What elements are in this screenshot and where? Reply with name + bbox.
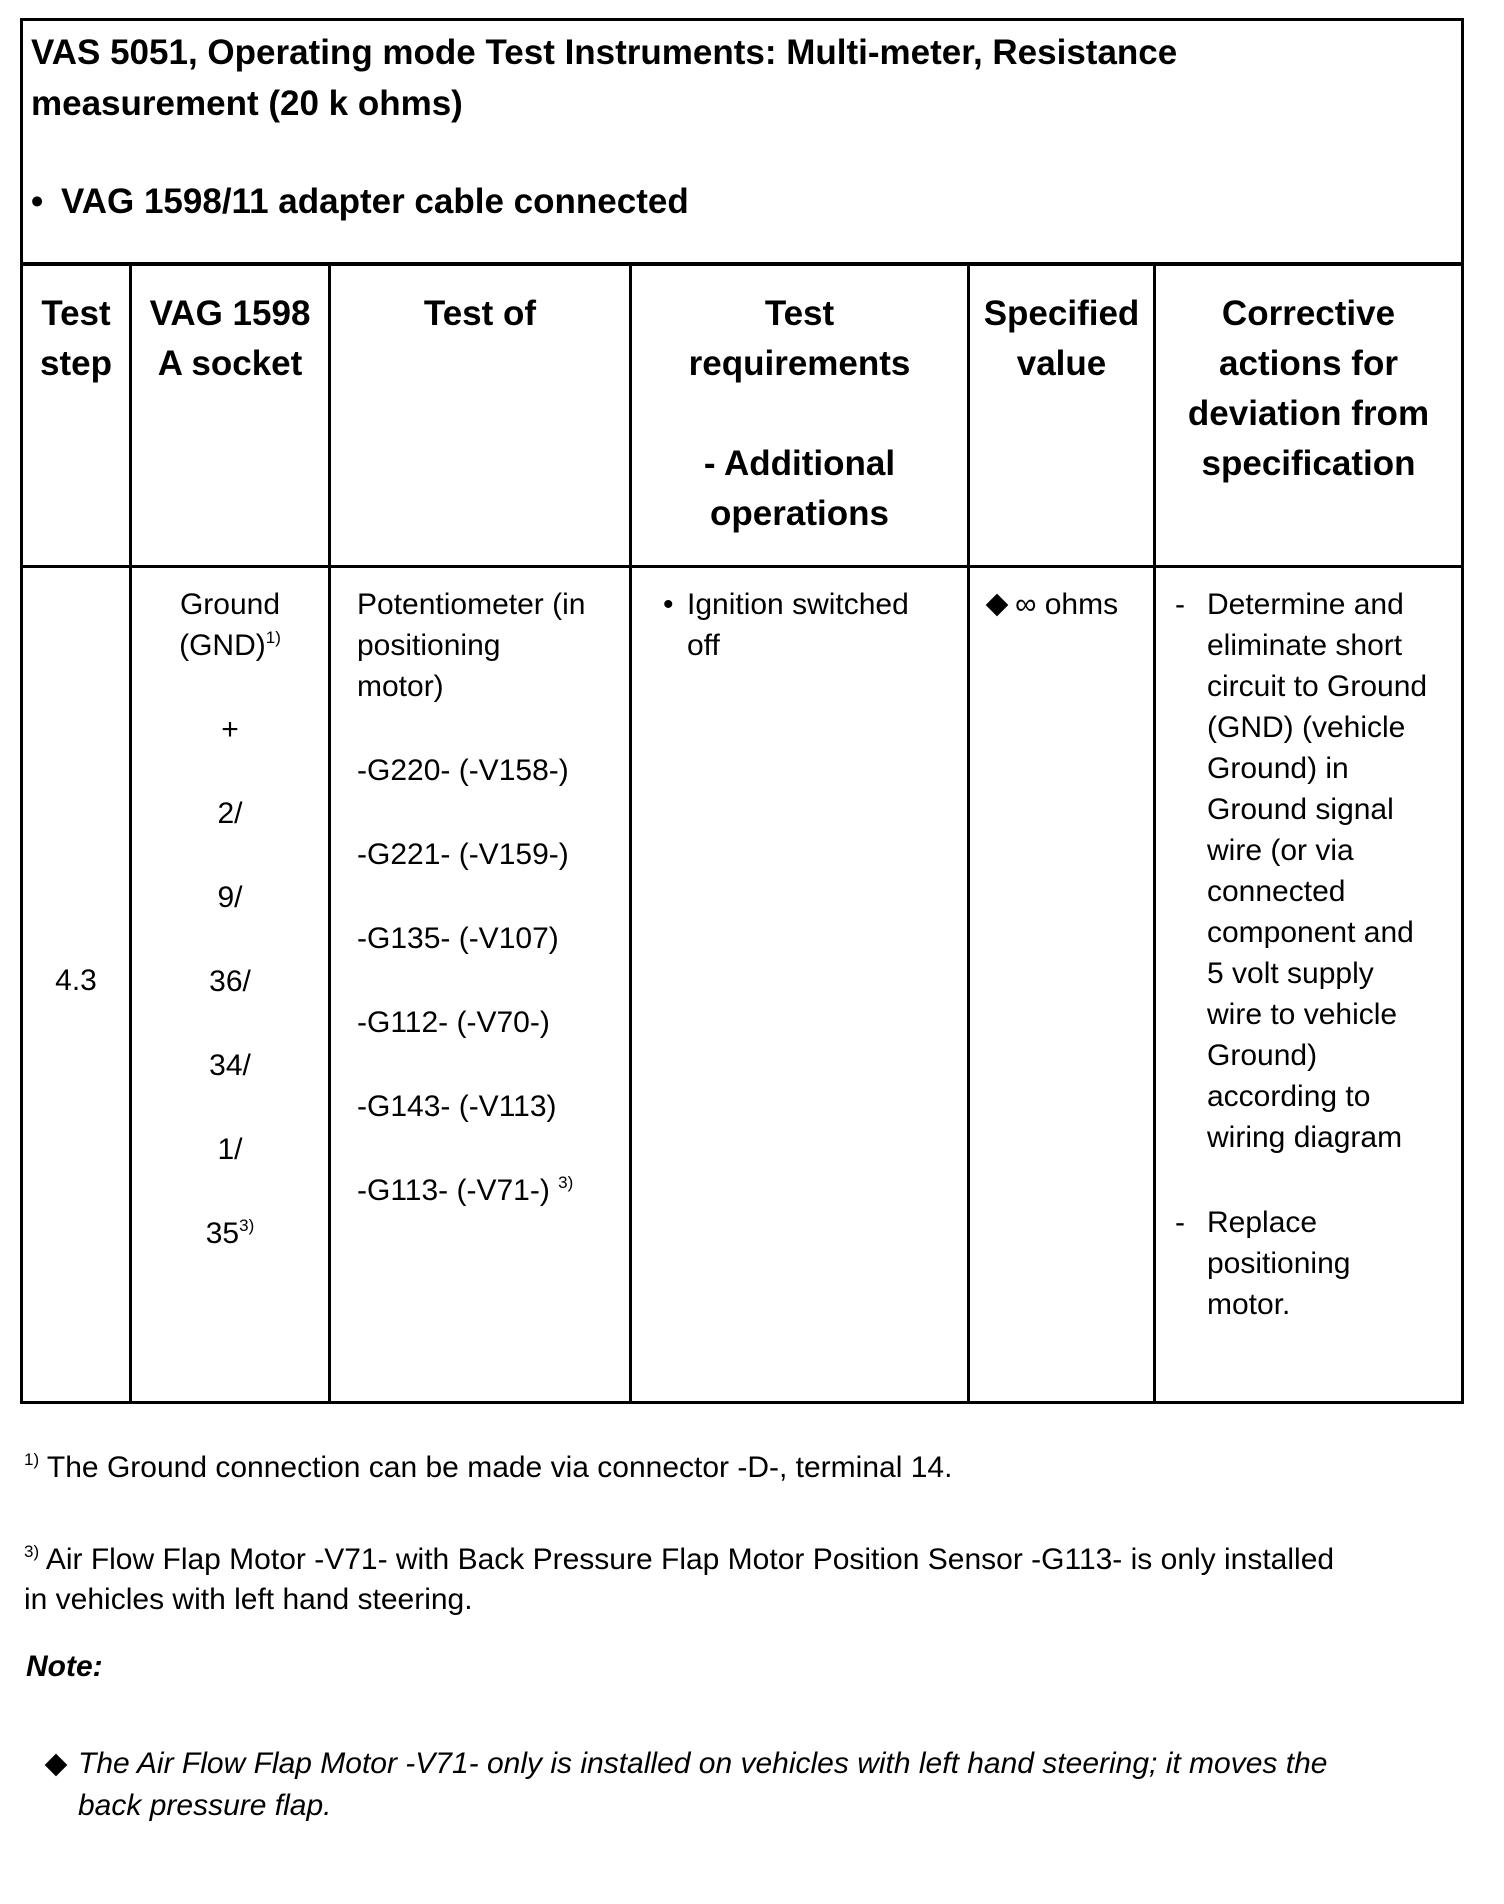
test-step-value: 4.3 bbox=[55, 964, 97, 997]
footnote-mark: 3) bbox=[24, 1542, 40, 1561]
corrective-line: connected bbox=[1207, 875, 1346, 908]
note-label: Note: bbox=[26, 1650, 103, 1683]
socket-pin: 36/ bbox=[209, 965, 251, 998]
corrective-line: according to bbox=[1207, 1080, 1371, 1113]
note-text: The Air Flow Flap Motor -V71- only is installed on vehicles with left hand steering; it moves the bbox=[78, 1747, 1328, 1780]
corrective-line: Ground) bbox=[1207, 1039, 1318, 1072]
socket-ground-text: (GND) bbox=[179, 629, 266, 662]
socket-pin-last bbox=[132, 1213, 328, 1254]
specified-value-cell bbox=[983, 584, 1151, 625]
corrective-line: (GND) (vehicle bbox=[1207, 711, 1406, 744]
footnote-ref: 3) bbox=[239, 1216, 255, 1235]
footnote-text: Air Flow Flap Motor -V71- with Back Pressure Flap Motor Position Sensor -G113- is only installed bbox=[45, 1543, 1335, 1576]
socket-pin: 2/ bbox=[217, 797, 243, 830]
diamond-bullet-icon bbox=[986, 593, 1009, 616]
test-of-line: positioning bbox=[357, 629, 501, 662]
footnote-ref: 1) bbox=[265, 628, 281, 647]
header-line: A socket bbox=[157, 344, 303, 383]
note-item bbox=[42, 1743, 1422, 1827]
component-item: -G143- (-V113) bbox=[357, 1090, 557, 1123]
corrective-line: Ground) in bbox=[1207, 752, 1349, 785]
test-of-line: motor) bbox=[357, 670, 444, 703]
requirement-item bbox=[663, 584, 963, 666]
column-header-test-step bbox=[23, 267, 129, 567]
test-of-cell bbox=[357, 584, 627, 1211]
corrective-action bbox=[1163, 584, 1461, 1158]
dash-bullet: - bbox=[1175, 588, 1185, 621]
corrective-cell bbox=[1163, 584, 1461, 1325]
component-item: -G135- (-V107) bbox=[357, 922, 559, 955]
header-line: value bbox=[1016, 344, 1107, 383]
corrective-line: wire (or via bbox=[1207, 834, 1354, 867]
socket-ground: Ground bbox=[179, 588, 281, 621]
document-title: VAS 5051, Operating mode Test Instruments: Multi-meter, Resistance measurement (20 k ohms) bbox=[31, 33, 1178, 123]
header-line: Test bbox=[764, 294, 835, 333]
component-item-last bbox=[357, 1170, 627, 1211]
footnote-mark: 1) bbox=[24, 1450, 40, 1469]
table-header-block bbox=[23, 21, 1461, 266]
socket-cell bbox=[132, 584, 328, 1254]
corrective-line: positioning bbox=[1207, 1247, 1351, 1280]
header-line: requirements bbox=[688, 344, 911, 383]
test-of-line: Potentiometer (in bbox=[357, 588, 586, 621]
footnote-text: The Ground connection can be made via connector -D-, terminal 14. bbox=[46, 1451, 953, 1484]
header-line: Test bbox=[41, 294, 111, 333]
column-header-specified-value bbox=[970, 267, 1153, 567]
socket-pin: 1/ bbox=[217, 1133, 243, 1166]
precondition-bullet: • bbox=[31, 182, 44, 221]
column-header-socket bbox=[132, 267, 328, 567]
corrective-line: 5 volt supply bbox=[1207, 957, 1374, 990]
socket-plus: + bbox=[221, 713, 239, 746]
socket-pin: 9/ bbox=[217, 881, 243, 914]
corrective-line: wiring diagram bbox=[1207, 1121, 1403, 1154]
column-header-corrective bbox=[1156, 267, 1461, 567]
socket-pin-text: 35 bbox=[205, 1217, 240, 1250]
note-text: back pressure flap. bbox=[78, 1789, 332, 1822]
corrective-line: component and bbox=[1207, 916, 1414, 949]
component-text: -G113- (-V71-) bbox=[357, 1174, 550, 1207]
diamond-bullet-icon bbox=[45, 1754, 68, 1777]
component-item: -G220- (-V158-) bbox=[357, 754, 569, 787]
requirement-line: off bbox=[687, 629, 720, 662]
corrective-line: Replace bbox=[1207, 1206, 1318, 1239]
requirement-line: Ignition switched bbox=[687, 588, 909, 621]
specified-value: ∞ ohms bbox=[1015, 588, 1119, 621]
header-line: deviation from bbox=[1187, 394, 1430, 433]
footnote-3 bbox=[24, 1540, 1464, 1620]
corrective-line: Determine and bbox=[1207, 588, 1404, 621]
header-line: Test of bbox=[423, 294, 537, 333]
header-line: - Additional bbox=[703, 444, 896, 483]
corrective-line: wire to vehicle bbox=[1207, 998, 1398, 1031]
precondition-text: VAG 1598/11 adapter cable connected bbox=[61, 182, 689, 221]
column-header-requirements bbox=[632, 267, 967, 567]
header-line: Specified bbox=[983, 294, 1140, 333]
corrective-line: eliminate short bbox=[1207, 629, 1403, 662]
test-table bbox=[20, 18, 1464, 1404]
requirement-bullet: • bbox=[663, 588, 674, 621]
header-line: Corrective bbox=[1221, 294, 1396, 333]
socket-ground-gnd bbox=[132, 625, 328, 666]
footnote-ref: 3) bbox=[558, 1173, 574, 1192]
requirements-cell bbox=[663, 584, 963, 666]
dash-bullet: - bbox=[1175, 1206, 1185, 1239]
header-line: operations bbox=[710, 494, 889, 533]
footnote-text: in vehicles with left hand steering. bbox=[24, 1583, 473, 1616]
component-item: -G221- (-V159-) bbox=[357, 838, 569, 871]
corrective-line: Ground signal bbox=[1207, 793, 1394, 826]
corrective-line: circuit to Ground bbox=[1207, 670, 1428, 703]
socket-pin: 34/ bbox=[209, 1049, 251, 1082]
header-line: specification bbox=[1201, 444, 1416, 483]
precondition bbox=[31, 176, 1451, 227]
footnote-1 bbox=[24, 1448, 1464, 1488]
component-item: -G112- (-V70-) bbox=[357, 1006, 550, 1039]
corrective-line: motor. bbox=[1207, 1288, 1291, 1321]
header-line: step bbox=[40, 344, 112, 383]
column-header-test-of bbox=[331, 267, 629, 567]
corrective-action bbox=[1163, 1202, 1461, 1325]
header-line: actions for bbox=[1219, 344, 1398, 383]
header-line: VAG 1598 bbox=[149, 294, 311, 333]
